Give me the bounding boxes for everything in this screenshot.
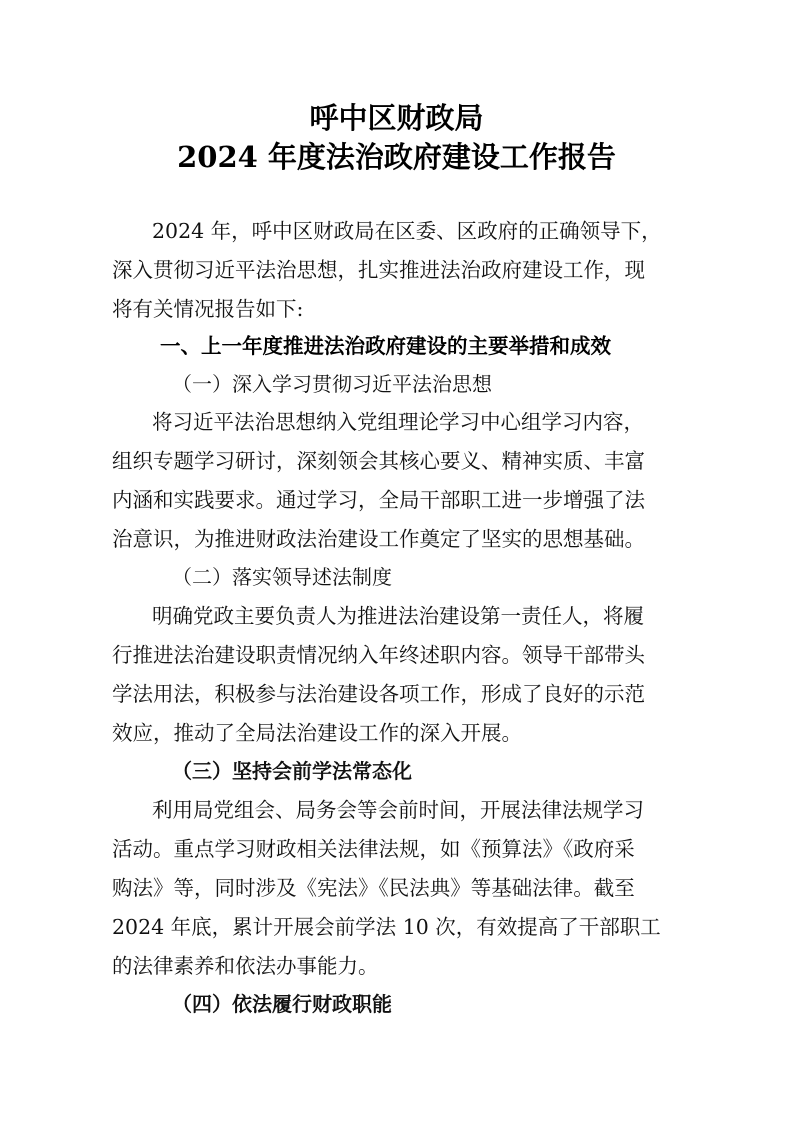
intro-line-3: 将有关情况报告如下: xyxy=(112,297,304,321)
subsection-2-heading: （二）落实领导述法制度 xyxy=(172,565,392,589)
intro-line-2: 深入贯彻习近平法治思想，扎实推进法治政府建设工作，现 xyxy=(112,258,645,282)
paragraph-line: 购法》等，同时涉及《宪法》《民法典》等基础法律。截至 xyxy=(112,876,635,900)
paragraph-line: 学法用法，积极参与法治建设各项工作，形成了良好的示范 xyxy=(112,682,645,706)
paragraph-line: 的法律素养和依法办事能力。 xyxy=(112,954,379,978)
paragraph-line: 将习近平法治思想纳入党组理论学习中心组学习内容， xyxy=(152,410,644,434)
paragraph-line: 组织专题学习研讨，深刻领会其核心要义、精神实质、丰富 xyxy=(112,449,645,473)
paragraph-line: 活动。重点学习财政相关法律法规，如《预算法》《政府采 xyxy=(112,837,635,861)
intro-line-1: 2024 年，呼中区财政局在区委、区政府的正确领导下， xyxy=(152,219,662,243)
paragraph-line: 2024 年底，累计开展会前学法 10 次，有效提高了干部职工 xyxy=(112,915,661,939)
subsection-3-heading: （三）坚持会前学法常态化 xyxy=(172,759,412,783)
paragraph-line: 内涵和实践要求。通过学习，全局干部职工进一步增强了法 xyxy=(112,488,645,512)
subsection-1-heading: （一）深入学习贯彻习近平法治思想 xyxy=(172,372,492,396)
section-1-heading: 一、上一年度推进法治政府建设的主要举措和成效 xyxy=(160,334,611,358)
title-line-2: 2024 年度法治政府建设工作报告 xyxy=(177,140,616,174)
paragraph-line: 行推进法治建设职责情况纳入年终述职内容。领导干部带头 xyxy=(112,643,645,667)
paragraph-line: 效应，推动了全局法治建设工作的深入开展。 xyxy=(112,721,522,745)
title-line-1: 呼中区财政局 xyxy=(309,101,484,135)
paragraph-line: 明确党政主要负责人为推进法治建设第一责任人，将履 xyxy=(152,604,644,628)
paragraph-line: 治意识，为推进财政法治建设工作奠定了坚实的思想基础。 xyxy=(112,527,645,551)
paragraph-line: 利用局党组会、局务会等会前时间，开展法律法规学习 xyxy=(152,798,644,822)
subsection-4-heading: （四）依法履行财政职能 xyxy=(172,992,392,1016)
